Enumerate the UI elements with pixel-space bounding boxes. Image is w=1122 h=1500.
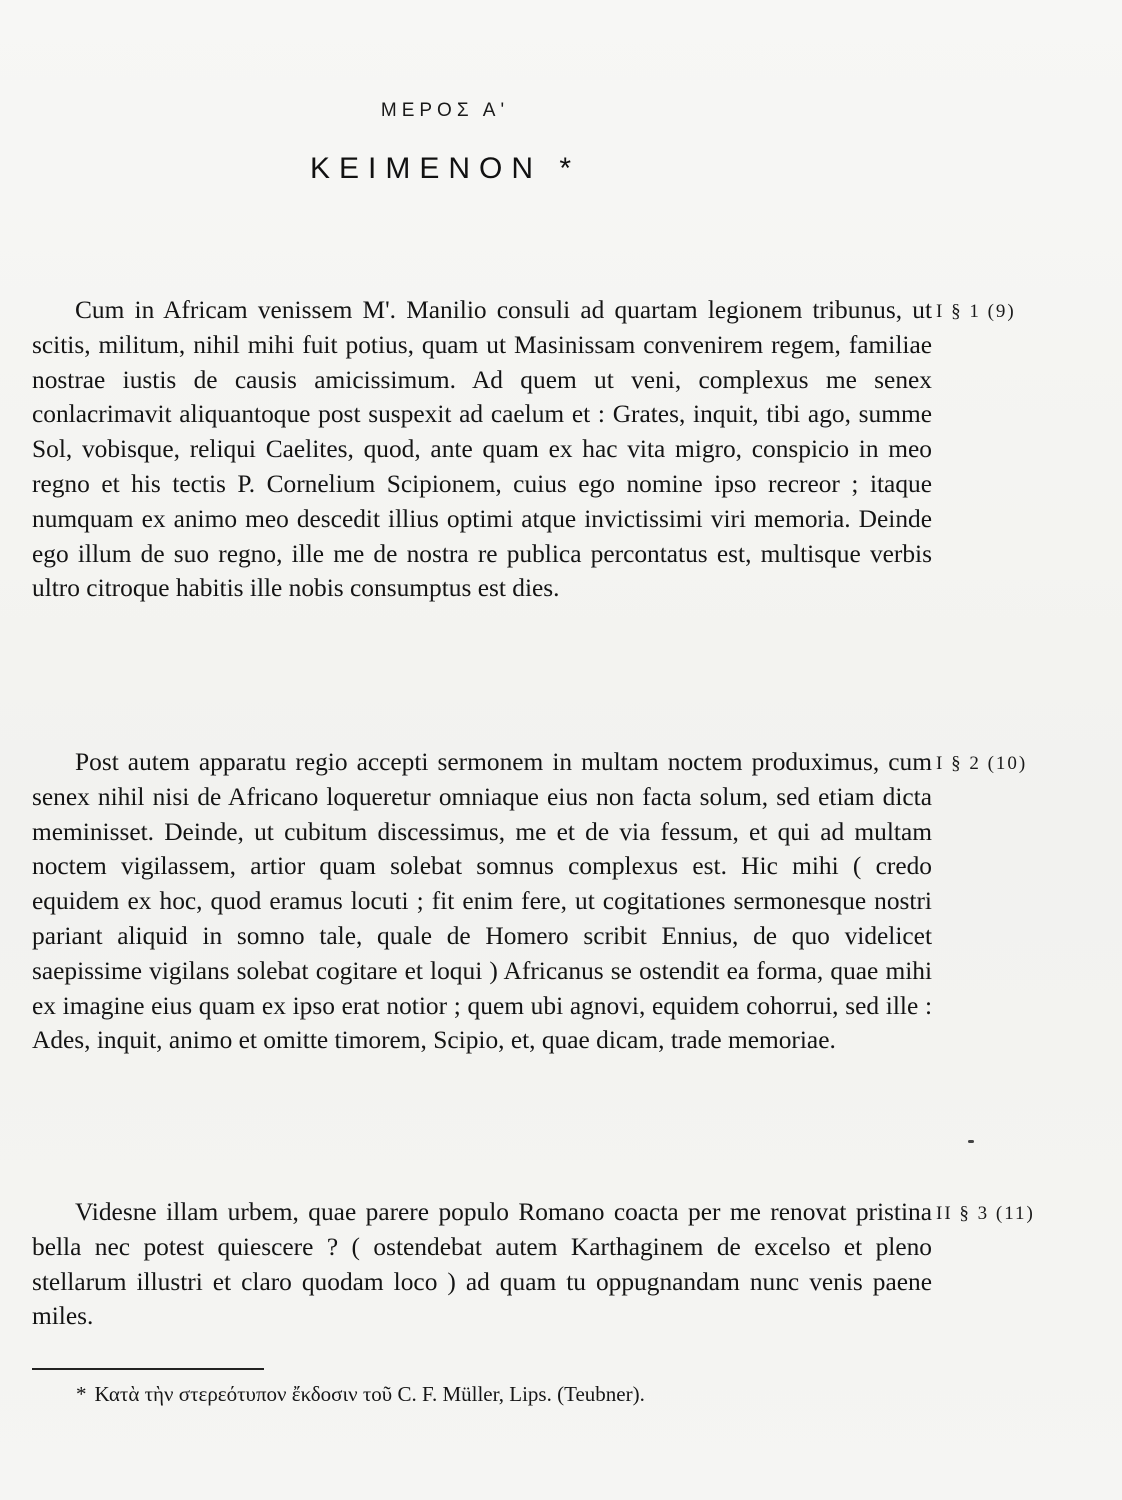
paragraph-1: Cum in Africam venissem M'. Manilio consuli ad quartam legionem tribunus, ut scitis, militum, nihil mihi fuit potius, quam ut Masinissam convenirem regem, familiae nostrae iustis de causis amicissimum. Ad quem ut veni, complexus me senex conlacrimavit aliquantoque post suspexit ad caelum et : Grates, inquit, tibi ago, summe Sol, vobisque, reliqui Caelites, quod, ante quam ex hac vita migro, conspicio in meo regno et his tectis P. Cornelium Scipionem, cuius ego nomine ipso recreor ; itaque numquam ex animo meo descedit illius optimi atque invictissimi viri memoria. Deinde ego illum de suo regno, ille me de nostra re publica percontatus est, multisque verbis ultro citroque habitis ille nobis consumptus est dies. (32, 296, 932, 603)
print-speck (968, 1140, 974, 1143)
margin-reference-2: I § 2 (10) (936, 753, 1028, 774)
paragraph-3: Videsne illam urbem, quae parere populo Romano coacta per me renovat pristina bella nec potest quiescere ? ( ostendebat autem Karthaginem de excelso et pleno stellarum illustri et claro quodam loco ) ad quam tu oppugnandam nunc venis paene miles. (32, 1198, 932, 1331)
margin-reference-3: II § 3 (11) (936, 1203, 1035, 1224)
footnote-marker: * (76, 1382, 87, 1406)
margin-reference-1: I § 1 (9) (936, 301, 1016, 322)
part-heading: ΜΕΡΟΣ Α' (380, 100, 510, 121)
text-title: ΚΕΙΜΕΝΟΝ * (309, 152, 581, 185)
footnote-text: Κατὰ τὴν στερεότυπον ἔκδοσιν τοῦ C. F. Müller, Lips. (Teubner). (94, 1382, 645, 1406)
paragraph-2: Post autem apparatu regio accepti sermonem in multam noctem produximus, cum senex nihil nisi de Africano loqueretur omniaque eius non facta solum, sed etiam dicta meminisset. Deinde, ut cubitum discessimus, me et de via fessum, et qui ad multam noctem vigilassem, artior quam solebat somnus complexus est. Hic mihi ( credo equidem ex hoc, quod eramus locuti ; fit enim fere, ut cogitationes sermonesque nostri pariant aliquid in somno tale, quale de Homero scribit Ennius, de quo videlicet saepissime vigilans solebat cogitare et loqui ) Africanus se ostendit ea forma, quae mihi ex imagine eius quam ex ipso erat notior ; quem ubi agnovi, equidem cohorrui, sed ille : Ades, inquit, animo et omitte timorem, Scipio, et, quae dicam, trade memoriae. (32, 748, 932, 1055)
footnote-divider (32, 1368, 264, 1370)
footnote (76, 1382, 645, 1407)
